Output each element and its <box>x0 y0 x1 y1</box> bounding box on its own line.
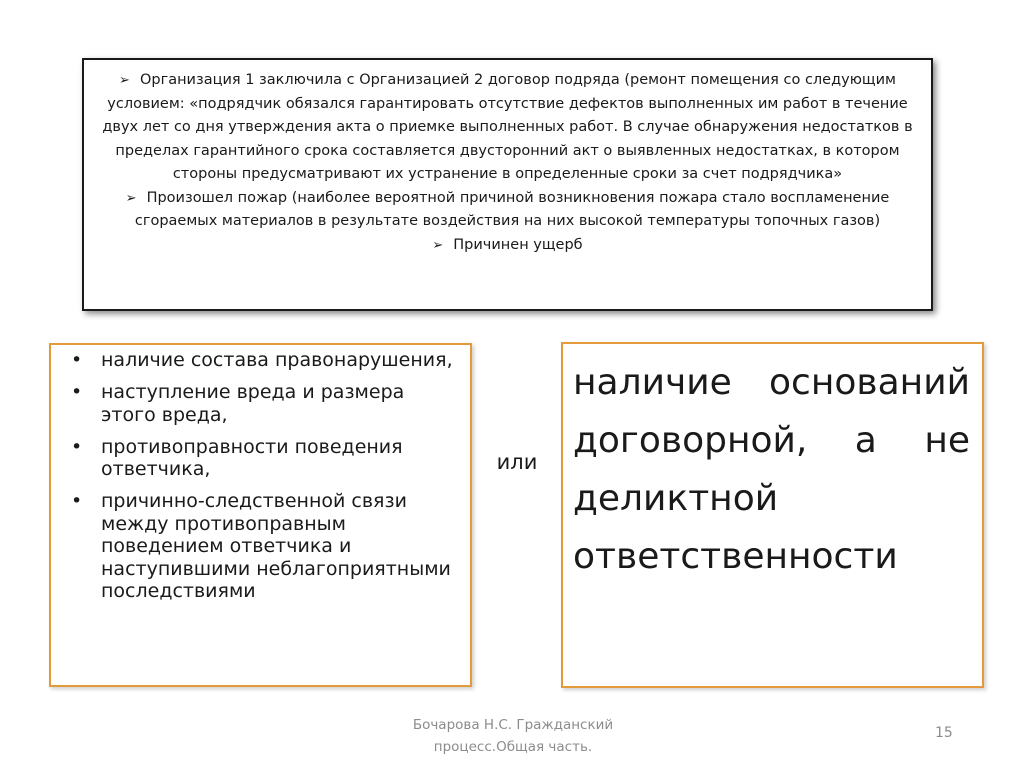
or-label: или <box>496 450 538 474</box>
list-item <box>63 436 460 481</box>
list-item <box>63 349 460 372</box>
arrow-bullet-icon: ➢ <box>125 190 137 206</box>
page-number: 15 <box>935 725 953 741</box>
tort-conditions-list <box>63 349 460 603</box>
case-item-contract <box>94 69 921 187</box>
case-item-damage <box>94 234 921 258</box>
case-item-contract-text: Организация 1 заключила с Организацией 2 договор подряда (ремонт помещения со следующим условием: «подрядчик обязался гарантировать отсутствие дефектов выполненных им работ в течение двух лет со дня утверждения акта о приемке выполненных работ. В случае обнаружения недостатков в пределах гарантийного срока составляется двусторонний акт о выявленных недостатках, в котором стороны предусматривают их устранение в определенные сроки за счет подрядчика» <box>102 72 913 182</box>
list-item-text: противоправности поведения ответчика, <box>101 435 403 480</box>
list-item-text: наступление вреда и размера этого вреда, <box>101 381 405 426</box>
case-item-fire <box>94 187 921 234</box>
list-item <box>63 381 460 426</box>
case-item-fire-text: Произошел пожар (наиболее вероятной причиной возникновения пожара стало воспламенение сгораемых материалов в результате воздействия на них высокой температуры топочных газов) <box>134 189 890 229</box>
bullet-icon: • <box>71 490 83 512</box>
bullet-icon: • <box>71 381 83 403</box>
list-item-text: причинно-следственной связи между противоправным поведением ответчика и наступившими неблагоприятными последствиями <box>101 490 451 602</box>
case-item-damage-text: Причинен ущерб <box>453 236 583 253</box>
list-item <box>63 490 460 603</box>
contract-liability-box <box>561 342 984 688</box>
arrow-bullet-icon: ➢ <box>119 73 130 88</box>
case-description-box <box>82 58 933 311</box>
list-item-text: наличие состава правонарушения, <box>101 349 453 371</box>
tort-conditions-box <box>49 343 472 687</box>
footer-author: Бочарова Н.С. Гражданский процесс.Общая часть. <box>412 717 614 755</box>
bullet-icon: • <box>71 349 83 371</box>
arrow-bullet-icon: ➢ <box>432 237 444 253</box>
contract-liability-text: наличие оснований договорной, а не деликтной ответственности <box>573 362 970 577</box>
bullet-icon: • <box>71 435 83 458</box>
